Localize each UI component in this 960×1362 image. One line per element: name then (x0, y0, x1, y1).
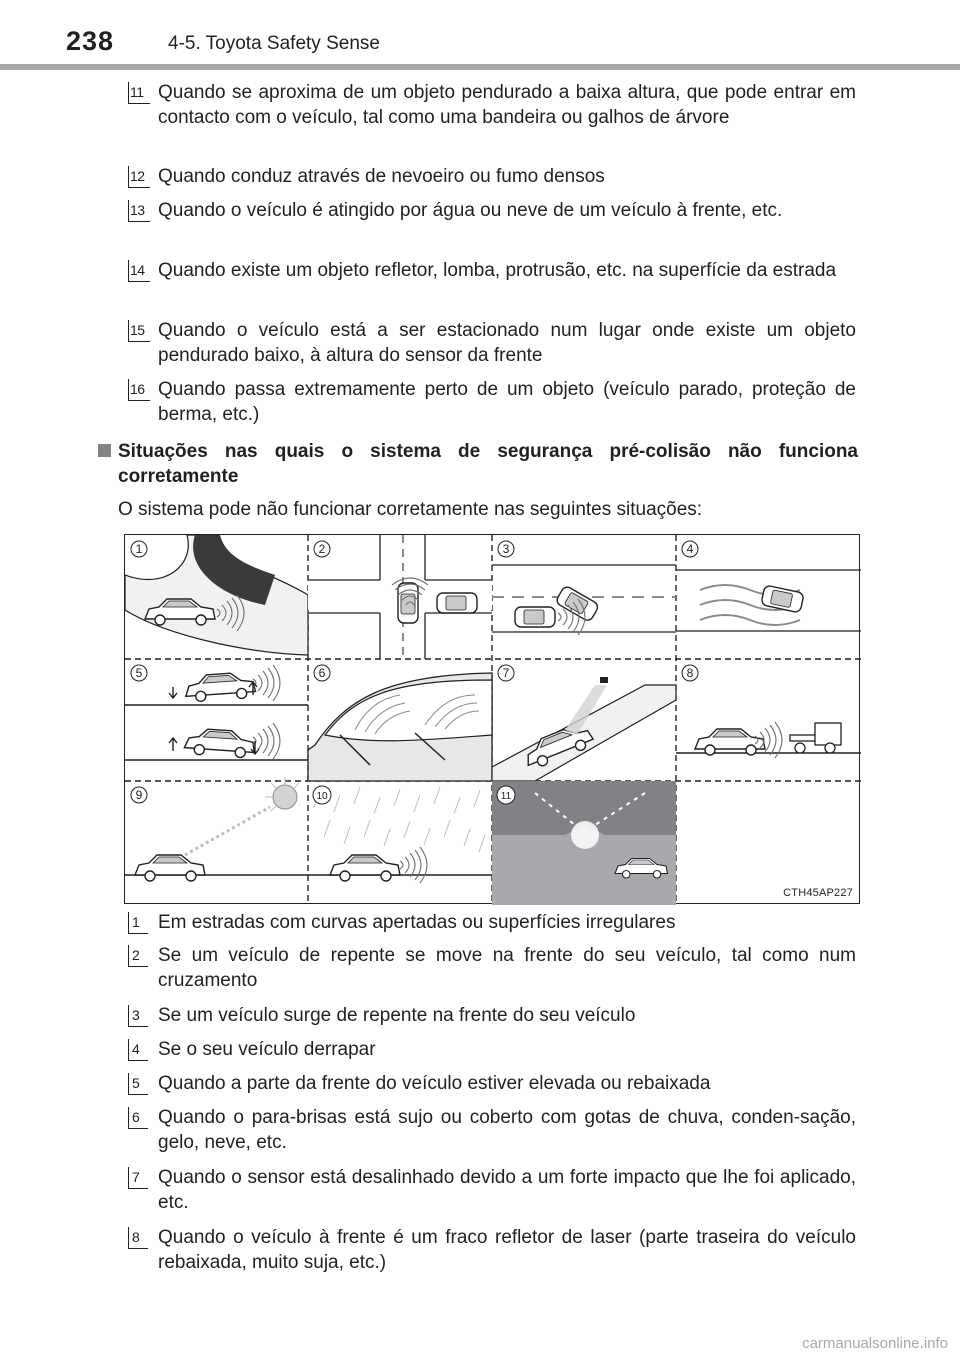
list-item (128, 318, 856, 368)
list-item (128, 943, 856, 993)
watermark: carmanualsonline.info (802, 1335, 948, 1352)
panel-1-sharp-curve (125, 535, 308, 655)
item-number: 11 (128, 82, 150, 104)
header-rule (0, 64, 960, 70)
item-number: 14 (128, 260, 150, 282)
list-item (128, 80, 856, 130)
list-item (128, 910, 856, 935)
item-number: 4 (128, 1039, 148, 1061)
panel-label-3 (498, 541, 514, 557)
item-number: 15 (128, 320, 150, 342)
svg-text:2: 2 (318, 542, 326, 556)
panel-label-11 (497, 786, 515, 804)
svg-text:4: 4 (686, 542, 694, 556)
list-item (128, 258, 856, 283)
item-text: Quando passa extremamente perto de um objeto (veículo parado, proteção de berma, etc.) (158, 379, 856, 425)
panel-5-raised-lowered (125, 665, 308, 760)
list-item (128, 1225, 856, 1275)
list-item (128, 1105, 856, 1155)
item-text: Quando conduz através de nevoeiro ou fumo densos (158, 166, 605, 187)
panel-2-intersection (308, 535, 492, 659)
item-number: 13 (128, 200, 150, 222)
section-intro: O sistema pode não funcionar corretamente nas seguintes situações: (118, 499, 703, 520)
panel-label-8 (682, 665, 698, 681)
item-text: Quando o veículo à frente é um fraco refletor de laser (parte traseira do veículo rebaixada, muito suja, etc.) (158, 1227, 856, 1273)
svg-text:10: 10 (316, 791, 328, 802)
page-number: 238 (66, 26, 115, 56)
heading-bullet-icon (98, 444, 111, 457)
list-item (128, 1165, 856, 1215)
item-text: Quando o veículo é atingido por água ou neve de um veículo à frente, etc. (158, 200, 783, 221)
item-number: 1 (128, 912, 148, 934)
list-item (128, 164, 856, 189)
list-item (128, 1071, 856, 1096)
illustration-svg (125, 535, 861, 905)
item-text: Quando o veículo está a ser estacionado num lugar onde existe um objeto pendurado baixo, à altura do sensor da frente (158, 320, 856, 366)
page-header (0, 0, 960, 70)
item-number: 2 (128, 945, 148, 967)
item-text: Se o seu veículo derrapar (158, 1039, 376, 1060)
panel-label-6 (314, 665, 330, 681)
item-text: Quando se aproxima de um objeto pendurado a baixa altura, que pode entrar em contacto com o veículo, tal como uma bandeira ou galhos de árvore (158, 82, 856, 128)
item-text: Quando o sensor está desalinhado devido a um forte impacto que lhe foi aplicado, etc. (158, 1167, 856, 1213)
item-text: Se um veículo de repente se move na frente do seu veículo, tal como num cruzamento (158, 945, 856, 991)
item-text: Quando o para-brisas está sujo ou coberto com gotas de chuva, conden-sação, gelo, neve, etc. (158, 1107, 856, 1153)
svg-text:8: 8 (686, 666, 694, 680)
list-item (128, 198, 856, 223)
list-item (128, 1037, 856, 1062)
panel-11-tunnel (492, 781, 676, 905)
panel-3-cut-in (492, 565, 676, 635)
panel-9-sun-glare (125, 777, 308, 881)
section-title: 4-5. Toyota Safety Sense (168, 33, 380, 54)
item-number: 3 (128, 1005, 148, 1027)
section-heading: Situações nas quais o sistema de segurança pré-colisão não funciona corretamente (118, 441, 858, 487)
item-text: Em estradas com curvas apertadas ou superfícies irregulares (158, 912, 676, 933)
panel-label-5 (131, 665, 147, 681)
panel-label-2 (314, 541, 330, 557)
svg-text:1: 1 (135, 542, 143, 556)
situations-illustration (124, 534, 860, 904)
item-number: 7 (128, 1167, 148, 1189)
panel-8-low-reflector (676, 722, 861, 758)
svg-text:6: 6 (318, 666, 326, 680)
svg-text:5: 5 (135, 666, 143, 680)
panel-label-4 (682, 541, 698, 557)
list-item (128, 1003, 856, 1028)
svg-text:7: 7 (502, 666, 510, 680)
svg-text:9: 9 (135, 788, 143, 802)
figure-code: CTH45AP227 (783, 887, 853, 899)
list-item (128, 377, 856, 427)
section-heading-block (98, 439, 858, 522)
item-number: 8 (128, 1227, 148, 1249)
panel-4-skid (676, 570, 861, 631)
item-number: 6 (128, 1107, 148, 1129)
svg-text:11: 11 (500, 791, 512, 802)
item-text: Se um veículo surge de repente na frente do seu veículo (158, 1005, 636, 1026)
panel-10-rain (308, 787, 492, 883)
panel-label-9 (131, 787, 147, 803)
item-number: 12 (128, 166, 150, 188)
svg-text:3: 3 (502, 542, 510, 556)
item-text: Quando existe um objeto refletor, lomba, protrusão, etc. na superfície da estrada (158, 260, 837, 281)
item-number: 16 (128, 379, 150, 401)
panel-label-1 (131, 541, 147, 557)
panel-label-7 (498, 665, 514, 681)
panel-7-misaligned (492, 677, 676, 781)
item-text: Quando a parte da frente do veículo estiver elevada ou rebaixada (158, 1073, 711, 1094)
panel-6-windshield (308, 673, 492, 781)
item-number: 5 (128, 1073, 148, 1095)
panel-label-10 (313, 786, 331, 804)
